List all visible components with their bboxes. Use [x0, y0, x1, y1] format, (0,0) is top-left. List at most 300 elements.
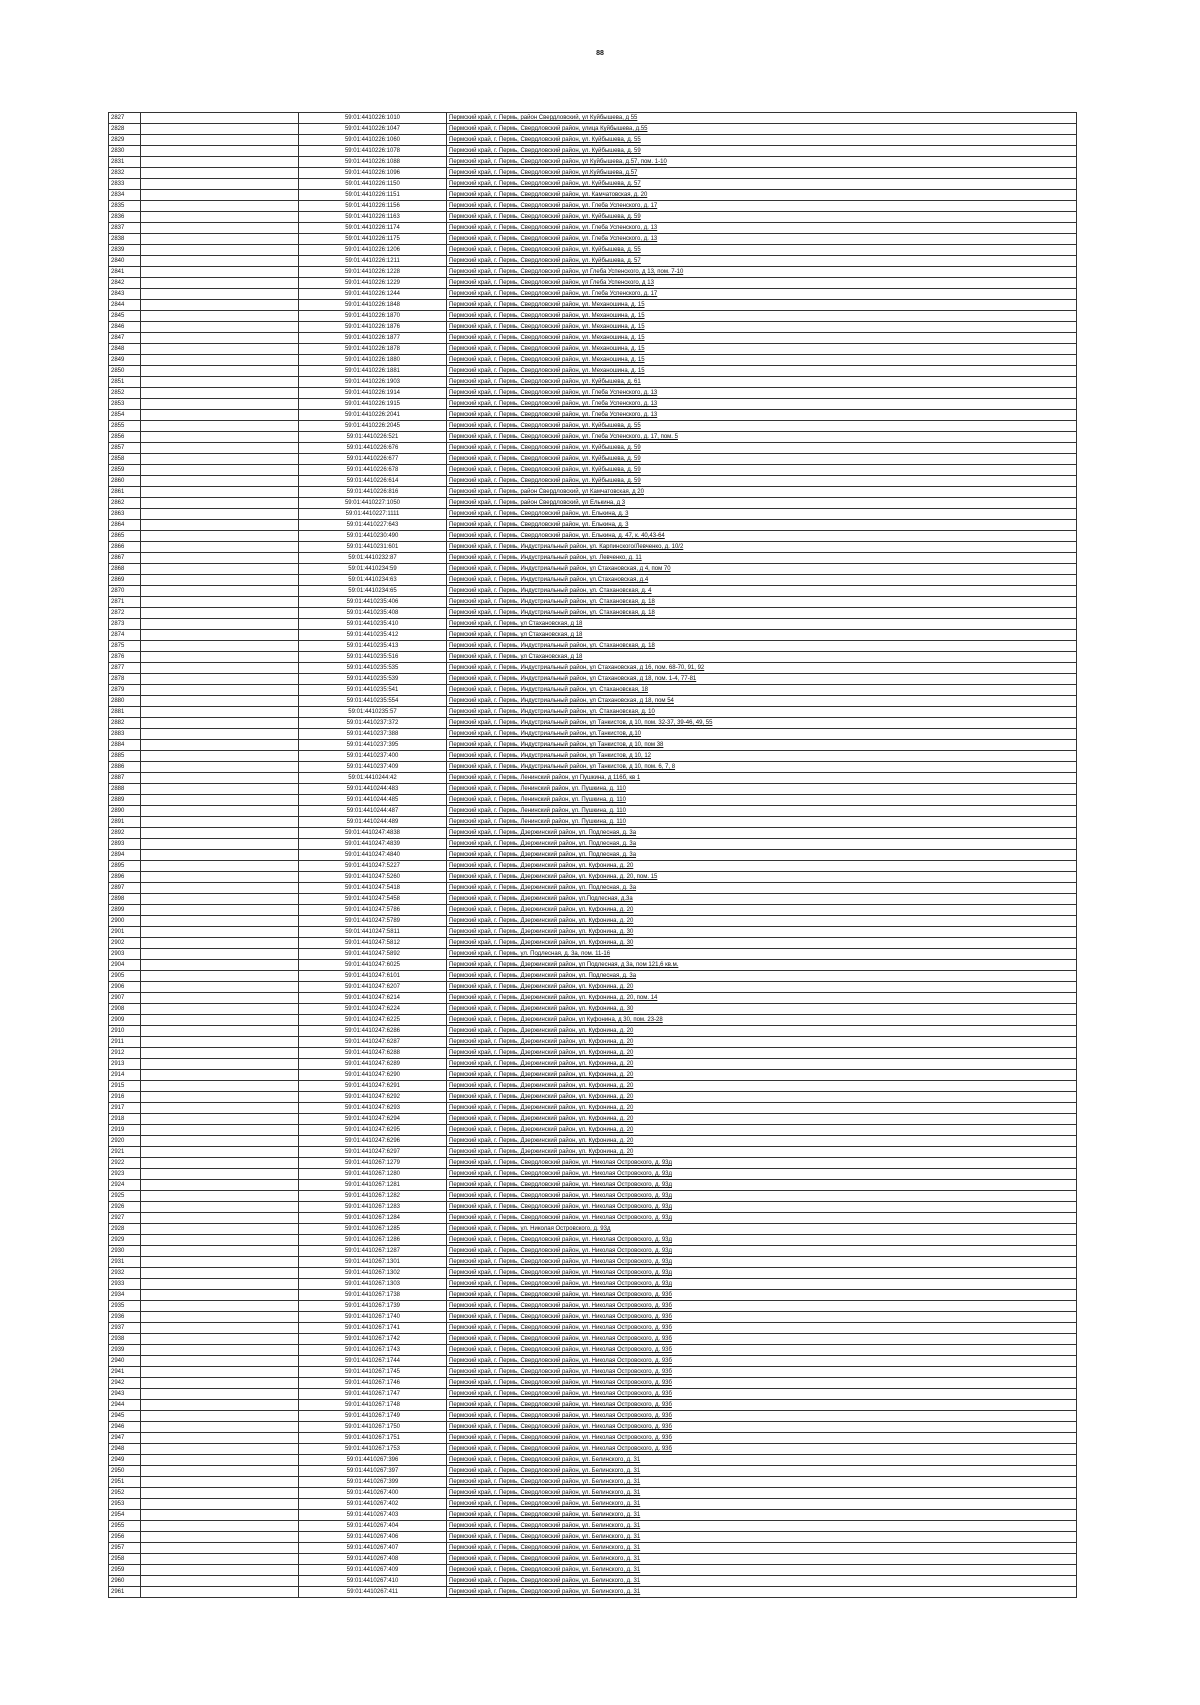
address: Пермский край, г. Пермь, Дзержинский район, ул. Куфонина, д. 20, пом. 14: [447, 993, 1077, 1004]
table-row: [109, 1554, 1077, 1565]
row-number: 2840: [109, 256, 141, 267]
address: Пермский край, г. Пермь, Свердловский район, ул.Куйбышева, д.57: [447, 168, 1077, 179]
table-row: [109, 135, 1077, 146]
empty-cell: [141, 586, 299, 597]
row-number: 2895: [109, 861, 141, 872]
cadastral-number: 59:01:4410226:521: [299, 432, 447, 443]
row-number: 2897: [109, 883, 141, 894]
address: Пермский край, г. Пермь, ул. Николая Островского, д. 93д: [447, 1224, 1077, 1235]
row-number: 2901: [109, 927, 141, 938]
empty-cell: [141, 663, 299, 674]
table-row: [109, 608, 1077, 619]
address: Пермский край, г. Пермь, Дзержинский район, ул. Куфонина, д. 20: [447, 1092, 1077, 1103]
row-number: 2864: [109, 520, 141, 531]
cadastral-number: 59:01:4410267:1283: [299, 1202, 447, 1213]
table-row: [109, 883, 1077, 894]
table-row: [109, 839, 1077, 850]
empty-cell: [141, 784, 299, 795]
address: Пермский край, г. Пермь, Свердловский район, ул. Глеба Успенского, д. 13: [447, 234, 1077, 245]
address: Пермский край, г. Пермь, Свердловский район, ул. Николая Островского, д. 93д: [447, 1235, 1077, 1246]
row-number: 2845: [109, 311, 141, 322]
row-number: 2910: [109, 1026, 141, 1037]
empty-cell: [141, 993, 299, 1004]
cadastral-number: 59:01:4410226:1229: [299, 278, 447, 289]
empty-cell: [141, 399, 299, 410]
cadastral-number: 59:01:4410267:396: [299, 1455, 447, 1466]
address: Пермский край, г. Пермь, Свердловский район, ул. Николая Островского, д. 93б: [447, 1433, 1077, 1444]
empty-cell: [141, 938, 299, 949]
table-row: [109, 1477, 1077, 1488]
table-row: [109, 894, 1077, 905]
address: Пермский край, г. Пермь, Свердловский район, ул. Николая Островского, д. 93д: [447, 1191, 1077, 1202]
table-row: [109, 1587, 1077, 1598]
table-row: [109, 729, 1077, 740]
empty-cell: [141, 1048, 299, 1059]
cadastral-number: 59:01:4410226:2041: [299, 410, 447, 421]
address: Пермский край, г. Пермь, Дзержинский район, ул.Подлесная, д.3а: [447, 894, 1077, 905]
cadastral-number: 59:01:4410226:676: [299, 443, 447, 454]
cadastral-number: 59:01:4410247:5812: [299, 938, 447, 949]
row-number: 2953: [109, 1499, 141, 1510]
row-number: 2851: [109, 377, 141, 388]
empty-cell: [141, 135, 299, 146]
address: Пермский край, г. Пермь, Свердловский район, ул. Белинского, д. 31: [447, 1565, 1077, 1576]
row-number: 2887: [109, 773, 141, 784]
address: Пермский край, г. Пермь, Свердловский район, ул. Куйбышева, д. 55: [447, 135, 1077, 146]
row-number: 2905: [109, 971, 141, 982]
row-number: 2932: [109, 1268, 141, 1279]
address: Пермский край, г. Пермь, Свердловский район, ул. Елькина, д. 3: [447, 520, 1077, 531]
empty-cell: [141, 267, 299, 278]
empty-cell: [141, 355, 299, 366]
empty-cell: [141, 1026, 299, 1037]
cadastral-number: 59:01:4410244:485: [299, 795, 447, 806]
empty-cell: [141, 245, 299, 256]
empty-cell: [141, 652, 299, 663]
address: Пермский край, г. Пермь, Свердловский район, ул. Куйбышева, д. 59: [447, 454, 1077, 465]
row-number: 2856: [109, 432, 141, 443]
cadastral-number: 59:01:4410226:1156: [299, 201, 447, 212]
empty-cell: [141, 1499, 299, 1510]
cadastral-number: 59:01:4410227:1050: [299, 498, 447, 509]
empty-cell: [141, 1147, 299, 1158]
cadastral-number: 59:01:4410226:614: [299, 476, 447, 487]
cadastral-number: 59:01:4410247:6214: [299, 993, 447, 1004]
empty-cell: [141, 630, 299, 641]
cadastral-number: 59:01:4410267:1743: [299, 1345, 447, 1356]
row-number: 2834: [109, 190, 141, 201]
address: Пермский край, г. Пермь, Индустриальный район, ул. Стахановская, д. 4: [447, 586, 1077, 597]
empty-cell: [141, 443, 299, 454]
table-row: [109, 828, 1077, 839]
cadastral-number: 59:01:4410235:539: [299, 674, 447, 685]
empty-cell: [141, 1444, 299, 1455]
empty-cell: [141, 806, 299, 817]
table-row: [109, 685, 1077, 696]
table-row: [109, 872, 1077, 883]
address: Пермский край, г. Пермь, Свердловский район, ул. Куйбышева, д. 55: [447, 421, 1077, 432]
cadastral-number: 59:01:4410226:1150: [299, 179, 447, 190]
cadastral-number: 59:01:4410267:1745: [299, 1367, 447, 1378]
cadastral-number: 59:01:4410247:6286: [299, 1026, 447, 1037]
cadastral-number: 59:01:4410247:5892: [299, 949, 447, 960]
cadastral-number: 59:01:4410267:408: [299, 1554, 447, 1565]
table-row: [109, 1213, 1077, 1224]
address: Пермский край, г. Пермь, ул Стахановская, д 18: [447, 630, 1077, 641]
table-row: [109, 927, 1077, 938]
empty-cell: [141, 1510, 299, 1521]
table-row: [109, 652, 1077, 663]
address: Пермский край, г. Пермь, Индустриальный район, ул. Стахановская, д. 18: [447, 597, 1077, 608]
row-number: 2898: [109, 894, 141, 905]
cadastral-number: 59:01:4410231:601: [299, 542, 447, 553]
address: Пермский край, г. Пермь, Дзержинский район, ул. Куфонина, д. 20: [447, 905, 1077, 916]
address: Пермский край, г. Пермь, Свердловский район, ул. Куйбышева, д. 59: [447, 443, 1077, 454]
cadastral-number: 59:01:4410226:1206: [299, 245, 447, 256]
cadastral-number: 59:01:4410267:1284: [299, 1213, 447, 1224]
address: Пермский край, г. Пермь, Свердловский район, ул. Николая Островского, д. 93д: [447, 1257, 1077, 1268]
address: Пермский край, г. Пермь, Свердловский район, ул. Николая Островского, д. 93д: [447, 1279, 1077, 1290]
address: Пермский край, г. Пермь, Свердловский район, ул. Белинского, д. 31: [447, 1576, 1077, 1587]
table-row: [109, 1048, 1077, 1059]
row-number: 2939: [109, 1345, 141, 1356]
address: Пермский край, г. Пермь, Свердловский район, ул. Механошина, д. 15: [447, 300, 1077, 311]
table-row: [109, 1147, 1077, 1158]
table-row: [109, 157, 1077, 168]
row-number: 2866: [109, 542, 141, 553]
table-row: [109, 1444, 1077, 1455]
cadastral-number: 59:01:4410226:1880: [299, 355, 447, 366]
table-row: [109, 531, 1077, 542]
table-row: [109, 179, 1077, 190]
table-row: [109, 1422, 1077, 1433]
table-row: [109, 586, 1077, 597]
empty-cell: [141, 1235, 299, 1246]
cadastral-number: 59:01:4410267:1302: [299, 1268, 447, 1279]
table-row: [109, 399, 1077, 410]
row-number: 2888: [109, 784, 141, 795]
address: Пермский край, г. Пермь, Свердловский район, ул. Механошина, д. 15: [447, 344, 1077, 355]
empty-cell: [141, 982, 299, 993]
table-row: [109, 619, 1077, 630]
row-number: 2928: [109, 1224, 141, 1235]
table-row: [109, 278, 1077, 289]
address: Пермский край, г. Пермь, Свердловский район, ул Глеба Успенского, д 13, пом. 7-10: [447, 267, 1077, 278]
empty-cell: [141, 597, 299, 608]
empty-cell: [141, 740, 299, 751]
row-number: 2931: [109, 1257, 141, 1268]
cadastral-number: 59:01:4410226:1914: [299, 388, 447, 399]
address: Пермский край, г. Пермь, Свердловский район, ул. Механошина, д. 15: [447, 322, 1077, 333]
row-number: 2912: [109, 1048, 141, 1059]
cadastral-number: 59:01:4410244:42: [299, 773, 447, 784]
cadastral-number: 59:01:4410267:1286: [299, 1235, 447, 1246]
table-row: [109, 146, 1077, 157]
row-number: 2948: [109, 1444, 141, 1455]
table-row: [109, 355, 1077, 366]
row-number: 2886: [109, 762, 141, 773]
empty-cell: [141, 883, 299, 894]
empty-cell: [141, 575, 299, 586]
address: Пермский край, г. Пермь, Индустриальный район, ул. Стахановская, д. 10: [447, 707, 1077, 718]
table-row: [109, 487, 1077, 498]
empty-cell: [141, 1081, 299, 1092]
empty-cell: [141, 1180, 299, 1191]
row-number: 2915: [109, 1081, 141, 1092]
address: Пермский край, г. Пермь, Индустриальный район, ул Стахановская, д 16, пом. 68-70, 91, 92: [447, 663, 1077, 674]
table-row: [109, 443, 1077, 454]
cadastral-number: 59:01:4410267:400: [299, 1488, 447, 1499]
table-row: [109, 1367, 1077, 1378]
empty-cell: [141, 729, 299, 740]
row-number: 2828: [109, 124, 141, 135]
address: Пермский край, г. Пермь, ул Стахановская, д 18: [447, 652, 1077, 663]
address: Пермский край, г. Пермь, Ленинский район, ул Пушкина, д 116б, кв 1: [447, 773, 1077, 784]
empty-cell: [141, 1004, 299, 1015]
table-row: [109, 1103, 1077, 1114]
empty-cell: [141, 410, 299, 421]
address: Пермский край, г. Пермь, Дзержинский район, ул Подлесная, д 3а, пом 121,6 кв.м.: [447, 960, 1077, 971]
row-number: 2862: [109, 498, 141, 509]
empty-cell: [141, 311, 299, 322]
row-number: 2907: [109, 993, 141, 1004]
cadastral-number: 59:01:4410226:1211: [299, 256, 447, 267]
empty-cell: [141, 333, 299, 344]
table-row: [109, 1411, 1077, 1422]
cadastral-number: 59:01:4410234:63: [299, 575, 447, 586]
row-number: 2846: [109, 322, 141, 333]
cadastral-number: 59:01:4410267:1279: [299, 1158, 447, 1169]
cadastral-number: 59:01:4410247:4839: [299, 839, 447, 850]
table-row: [109, 575, 1077, 586]
row-number: 2882: [109, 718, 141, 729]
table-row: [109, 553, 1077, 564]
table-row: [109, 465, 1077, 476]
cadastral-number: 59:01:4410232:87: [299, 553, 447, 564]
cadastral-number: 59:01:4410247:4838: [299, 828, 447, 839]
row-number: 2869: [109, 575, 141, 586]
cadastral-number: 59:01:4410235:408: [299, 608, 447, 619]
empty-cell: [141, 751, 299, 762]
row-number: 2885: [109, 751, 141, 762]
row-number: 2863: [109, 509, 141, 520]
address: Пермский край, г. Пермь, Свердловский район, ул Куйбышева, д.57, пом. 1-10: [447, 157, 1077, 168]
row-number: 2833: [109, 179, 141, 190]
empty-cell: [141, 1202, 299, 1213]
address: Пермский край, г. Пермь, Индустриальный район, ул Танкистов, д 10, пом. 32-37, 39-46, 49, 55: [447, 718, 1077, 729]
row-number: 2944: [109, 1400, 141, 1411]
cadastral-number: 59:01:4410267:406: [299, 1532, 447, 1543]
row-number: 2859: [109, 465, 141, 476]
cadastral-number: 59:01:4410226:1174: [299, 223, 447, 234]
empty-cell: [141, 1422, 299, 1433]
row-number: 2913: [109, 1059, 141, 1070]
empty-cell: [141, 421, 299, 432]
address: Пермский край, г. Пермь, Дзержинский район, ул. Куфонина, д. 20: [447, 916, 1077, 927]
address: Пермский край, г. Пермь, Свердловский район, ул. Белинского, д. 31: [447, 1532, 1077, 1543]
empty-cell: [141, 850, 299, 861]
cadastral-number: 59:01:4410235:406: [299, 597, 447, 608]
cadastral-number: 59:01:4410267:1287: [299, 1246, 447, 1257]
table-row: [109, 1070, 1077, 1081]
cadastral-number: 59:01:4410227:643: [299, 520, 447, 531]
empty-cell: [141, 696, 299, 707]
row-number: 2954: [109, 1510, 141, 1521]
address: Пермский край, г. Пермь, Свердловский район, ул. Белинского, д. 31: [447, 1554, 1077, 1565]
table-row: [109, 410, 1077, 421]
cadastral-number: 59:01:4410267:397: [299, 1466, 447, 1477]
row-number: 2950: [109, 1466, 141, 1477]
row-number: 2908: [109, 1004, 141, 1015]
address: Пермский край, г. Пермь, Индустриальный район, ул. Стахановская, д. 18: [447, 608, 1077, 619]
table-row: [109, 663, 1077, 674]
row-number: 2911: [109, 1037, 141, 1048]
cadastral-number: 59:01:4410226:1878: [299, 344, 447, 355]
address: Пермский край, г. Пермь, Свердловский район, ул. Николая Островского, д. 93б: [447, 1389, 1077, 1400]
table-row: [109, 498, 1077, 509]
table-row: [109, 971, 1077, 982]
address: Пермский край, г. Пермь, Дзержинский район, ул. Подлесная, д. 3а: [447, 828, 1077, 839]
cadastral-number: 59:01:4410230:490: [299, 531, 447, 542]
cadastral-number: 59:01:4410226:1848: [299, 300, 447, 311]
address: Пермский край, г. Пермь, Дзержинский район, ул. Куфонина, д. 20: [447, 982, 1077, 993]
cadastral-number: 59:01:4410267:1282: [299, 1191, 447, 1202]
cadastral-number: 59:01:4410237:400: [299, 751, 447, 762]
row-number: 2839: [109, 245, 141, 256]
row-number: 2956: [109, 1532, 141, 1543]
empty-cell: [141, 1345, 299, 1356]
empty-cell: [141, 949, 299, 960]
table-row: [109, 1543, 1077, 1554]
row-number: 2848: [109, 344, 141, 355]
table-row: [109, 1510, 1077, 1521]
empty-cell: [141, 641, 299, 652]
table-row: [109, 850, 1077, 861]
row-number: 2940: [109, 1356, 141, 1367]
table-row: [109, 1356, 1077, 1367]
row-number: 2930: [109, 1246, 141, 1257]
address: Пермский край, г. Пермь, Свердловский район, ул. Николая Островского, д. 93б: [447, 1323, 1077, 1334]
empty-cell: [141, 1587, 299, 1598]
row-number: 2853: [109, 399, 141, 410]
address: Пермский край, г. Пермь, Свердловский район, ул. Глеба Успенского, д. 17: [447, 201, 1077, 212]
empty-cell: [141, 817, 299, 828]
empty-cell: [141, 1059, 299, 1070]
row-number: 2904: [109, 960, 141, 971]
table-row: [109, 520, 1077, 531]
table-row: [109, 905, 1077, 916]
empty-cell: [141, 531, 299, 542]
empty-cell: [141, 685, 299, 696]
address: Пермский край, г. Пермь, Дзержинский район, ул. Куфонина, д. 20: [447, 1037, 1077, 1048]
address: Пермский край, г. Пермь, Свердловский район, ул. Белинского, д. 31: [447, 1466, 1077, 1477]
empty-cell: [141, 1521, 299, 1532]
cadastral-number: 59:01:4410247:6289: [299, 1059, 447, 1070]
address: Пермский край, г. Пермь, Свердловский район, ул. Николая Островского, д. 93д: [447, 1169, 1077, 1180]
cadastral-number: 59:01:4410226:2045: [299, 421, 447, 432]
cadastral-number: 59:01:4410247:6291: [299, 1081, 447, 1092]
address: Пермский край, г. Пермь, Свердловский район, ул. Николая Островского, д. 93б: [447, 1400, 1077, 1411]
row-number: 2935: [109, 1301, 141, 1312]
address: Пермский край, г. Пермь, Свердловский район, ул. Механошина, д. 15: [447, 311, 1077, 322]
row-number: 2938: [109, 1334, 141, 1345]
cadastral-number: 59:01:4410267:1744: [299, 1356, 447, 1367]
cadastral-number: 59:01:4410234:59: [299, 564, 447, 575]
row-number: 2880: [109, 696, 141, 707]
row-number: 2861: [109, 487, 141, 498]
row-number: 2872: [109, 608, 141, 619]
table-row: [109, 1224, 1077, 1235]
address: Пермский край, г. Пермь, Индустриальный район, ул.Стахановская, д.4: [447, 575, 1077, 586]
empty-cell: [141, 1070, 299, 1081]
address: Пермский край, г. Пермь, Свердловский район, ул. Куйбышева, д. 57: [447, 179, 1077, 190]
address: Пермский край, г. Пермь, Свердловский район, ул. Николая Островского, д. 93б: [447, 1444, 1077, 1455]
table-row: [109, 1499, 1077, 1510]
table-row: [109, 421, 1077, 432]
cadastral-number: 59:01:4410237:395: [299, 740, 447, 751]
empty-cell: [141, 564, 299, 575]
address: Пермский край, г. Пермь, Индустриальный район, ул Стахановская, д 4, пом 70: [447, 564, 1077, 575]
address: Пермский край, г. Пермь, Свердловский район, ул. Николая Островского, д. 93б: [447, 1378, 1077, 1389]
empty-cell: [141, 1246, 299, 1257]
row-number: 2960: [109, 1576, 141, 1587]
address: Пермский край, г. Пермь, Свердловский район, ул. Николая Островского, д. 93б: [447, 1301, 1077, 1312]
cadastral-number: 59:01:4410237:388: [299, 729, 447, 740]
empty-cell: [141, 1411, 299, 1422]
row-number: 2946: [109, 1422, 141, 1433]
cadastral-number: 59:01:4410226:1881: [299, 366, 447, 377]
cadastral-number: 59:01:4410235:412: [299, 630, 447, 641]
cadastral-number: 59:01:4410267:399: [299, 1477, 447, 1488]
row-number: 2884: [109, 740, 141, 751]
empty-cell: [141, 1301, 299, 1312]
row-number: 2874: [109, 630, 141, 641]
row-number: 2860: [109, 476, 141, 487]
cadastral-number: 59:01:4410267:410: [299, 1576, 447, 1587]
table-row: [109, 1015, 1077, 1026]
address: Пермский край, г. Пермь, Индустриальный район, ул Танкистов, д 10, пом 38: [447, 740, 1077, 751]
table-row: [109, 1345, 1077, 1356]
table-row: [109, 949, 1077, 960]
cadastral-number: 59:01:4410247:4840: [299, 850, 447, 861]
table-row: [109, 707, 1077, 718]
row-number: 2877: [109, 663, 141, 674]
cadastral-number: 59:01:4410267:1285: [299, 1224, 447, 1235]
empty-cell: [141, 432, 299, 443]
row-number: 2870: [109, 586, 141, 597]
empty-cell: [141, 1268, 299, 1279]
empty-cell: [141, 476, 299, 487]
table-row: [109, 311, 1077, 322]
cadastral-number: 59:01:4410226:1047: [299, 124, 447, 135]
empty-cell: [141, 1389, 299, 1400]
address: Пермский край, г. Пермь, Свердловский район, ул. Елькина, д. 47, к. 40,43-64: [447, 531, 1077, 542]
address: Пермский край, г. Пермь, ул Стахановская, д 18: [447, 619, 1077, 630]
address: Пермский край, г. Пермь, Дзержинский район, ул. Куфонина, д. 20: [447, 1026, 1077, 1037]
empty-cell: [141, 971, 299, 982]
table-row: [109, 1125, 1077, 1136]
cadastral-number: 59:01:4410267:409: [299, 1565, 447, 1576]
row-number: 2937: [109, 1323, 141, 1334]
table-row: [109, 1290, 1077, 1301]
cadastral-number: 59:01:4410226:1915: [299, 399, 447, 410]
table-row: [109, 1026, 1077, 1037]
cadastral-number: 59:01:4410226:678: [299, 465, 447, 476]
table-row: [109, 300, 1077, 311]
cadastral-number: 59:01:4410267:402: [299, 1499, 447, 1510]
row-number: 2925: [109, 1191, 141, 1202]
empty-cell: [141, 1554, 299, 1565]
